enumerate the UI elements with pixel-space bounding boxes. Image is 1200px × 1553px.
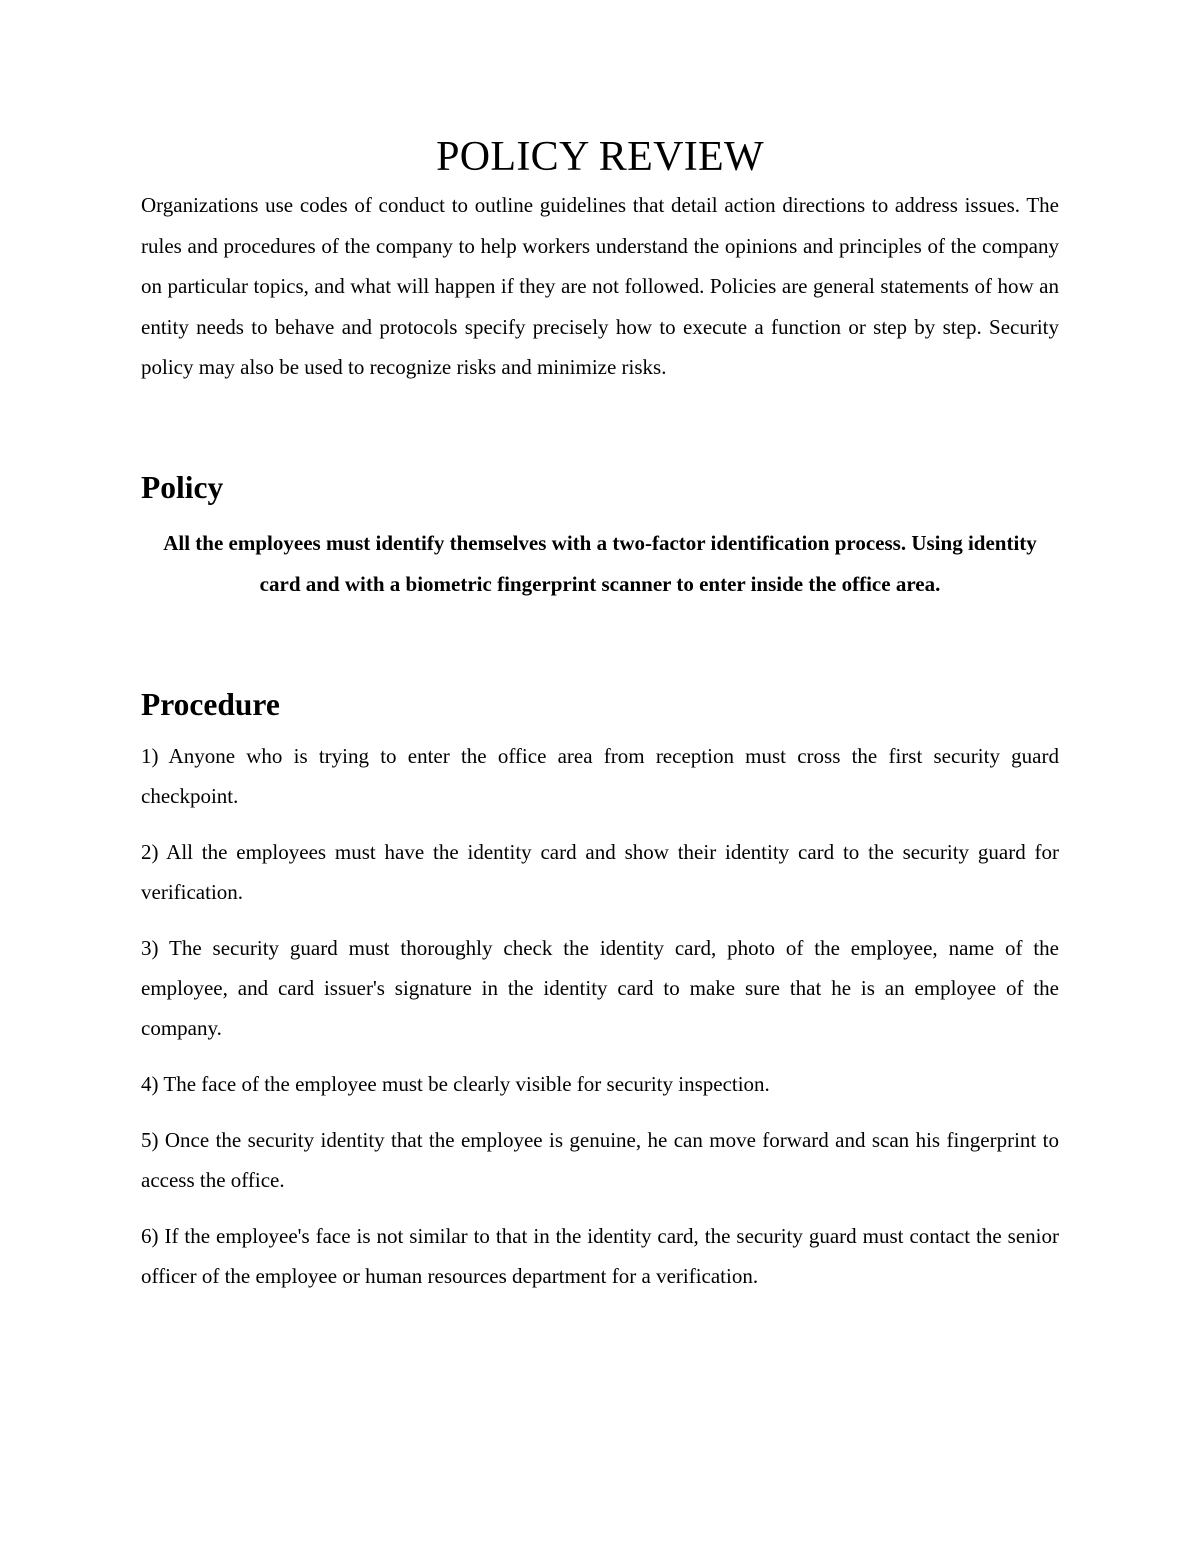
procedure-step: 1) Anyone who is trying to enter the office area from reception must cross the first security guard checkpoint.	[141, 743, 1059, 808]
document-page	[141, 134, 1059, 1312]
procedure-steps-list	[141, 736, 1059, 1296]
document-title: POLICY REVIEW	[436, 134, 764, 180]
intro-paragraph: Organizations use codes of conduct to outline guidelines that detail action directions to address issues. The rules and procedures of the company to help workers understand the opinions and principles of the company on particular topics, and what will happen if they are not followed. Policies are general statements of how an entity needs to behave and protocols specify precisely how to execute a function or step by step. Security policy may also be used to recognize risks and minimize risks.	[141, 193, 1059, 380]
procedure-step: 5) Once the security identity that the employee is genuine, he can move forward and scan his fingerprint to access the office.	[141, 1127, 1059, 1192]
procedure-step: 2) All the employees must have the identity card and show their identity card to the security guard for verification.	[141, 839, 1059, 904]
procedure-step: 4) The face of the employee must be clearly visible for security inspection.	[141, 1071, 770, 1096]
procedure-step: 3) The security guard must thoroughly check the identity card, photo of the employee, name of the employee, and card issuer's signature in the identity card to make sure that he is an employee of the company.	[141, 935, 1059, 1040]
policy-heading: Policy	[141, 469, 224, 505]
policy-statement: All the employees must identify themselves with a two-factor identification process. Using identity card and with a biometric fingerprint scanner to enter inside the office area.	[163, 530, 1037, 596]
procedure-step: 6) If the employee's face is not similar to that in the identity card, the security guard must contact the senior officer of the employee or human resources department for a verification.	[141, 1223, 1059, 1288]
procedure-heading: Procedure	[141, 686, 280, 722]
